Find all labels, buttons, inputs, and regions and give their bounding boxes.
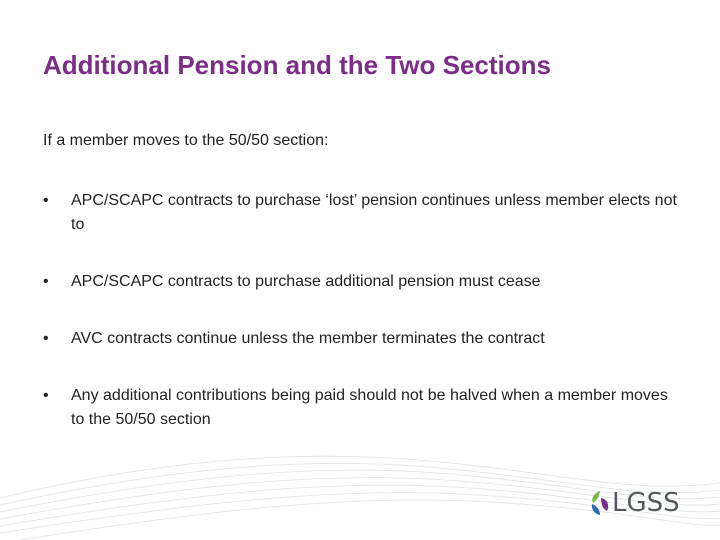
lgss-logo-mark-icon (590, 490, 610, 516)
bullet-marker: • (43, 273, 49, 290)
bullet-item (43, 327, 683, 351)
bullet-item (43, 189, 683, 237)
bullet-marker: • (43, 330, 49, 347)
bullet-marker: • (43, 192, 49, 209)
intro-text: If a member moves to the 50/50 section: (43, 132, 329, 149)
bullet-marker: • (43, 387, 49, 404)
slide-title: Additional Pension and the Two Sections (43, 50, 551, 80)
logo-leaf-green (592, 491, 600, 503)
bullet-text: Any additional contributions being paid should not be halved when a member moves to the 50/50 section (71, 387, 668, 428)
logo-leaf-purple (601, 498, 608, 511)
bullet-item (43, 270, 683, 294)
lgss-logo (590, 488, 680, 518)
bullet-text: APC/SCAPC contracts to purchase additional pension must cease (71, 273, 541, 290)
bullet-text: APC/SCAPC contracts to purchase ‘lost’ pension continues unless member elects not to (71, 192, 677, 233)
lgss-logo-text: LGSS (612, 488, 680, 518)
bullet-item (43, 384, 683, 432)
bullet-text: AVC contracts continue unless the member terminates the contract (71, 330, 545, 347)
bullet-list (43, 189, 683, 432)
logo-leaf-blue (592, 504, 600, 515)
